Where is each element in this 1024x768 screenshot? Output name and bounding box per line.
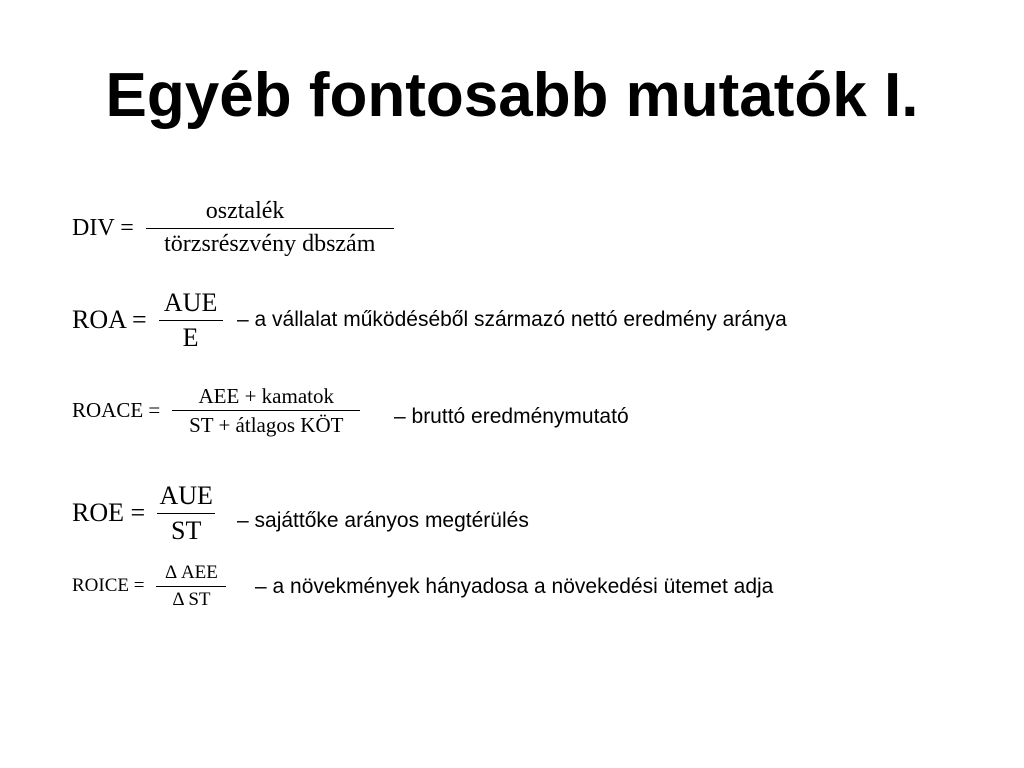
- formula-description: – bruttó eredménymutató: [394, 405, 629, 428]
- formula-div: [72, 198, 394, 258]
- formula-denominator: ST: [171, 515, 202, 545]
- formula-denominator: Δ ST: [172, 588, 211, 610]
- formula-fraction: [157, 481, 215, 546]
- formula-roa: [72, 288, 223, 353]
- formula-fraction: [172, 384, 360, 437]
- formula-lhs: ROICE =: [72, 575, 145, 597]
- formula-roe: [72, 481, 215, 546]
- formula-numerator: AEE + kamatok: [198, 384, 334, 408]
- formula-lhs: DIV =: [72, 214, 134, 241]
- formula-denominator: E: [182, 322, 199, 352]
- formula-numerator: AUE: [159, 481, 213, 510]
- formula-description: – sajáttőke arányos megtérülés: [237, 509, 529, 532]
- formula-fraction: [146, 198, 394, 258]
- formula-numerator: AUE: [163, 288, 218, 317]
- formula-fraction: [156, 562, 226, 611]
- formula-numerator: Δ AEE: [165, 562, 218, 583]
- formula-fraction: [159, 288, 223, 353]
- formula-lhs: ROA =: [72, 305, 147, 335]
- formula-description: – a növekmények hányadosa a növekedési ütemet adja: [255, 575, 774, 598]
- formula-roice: [72, 562, 226, 611]
- slide-title: Egyéb fontosabb mutatók I.: [105, 61, 919, 130]
- formula-numerator: osztalék: [205, 198, 285, 224]
- formula-denominator: ST + átlagos KÖT: [189, 413, 344, 438]
- formula-description: – a vállalat működéséből származó nettó eredmény aránya: [237, 308, 787, 331]
- formula-lhs: ROE =: [72, 498, 146, 528]
- formula-denominator: törzsrészvény dbszám: [164, 230, 376, 257]
- formula-lhs: ROACE =: [72, 398, 161, 423]
- formula-roace: [72, 384, 360, 437]
